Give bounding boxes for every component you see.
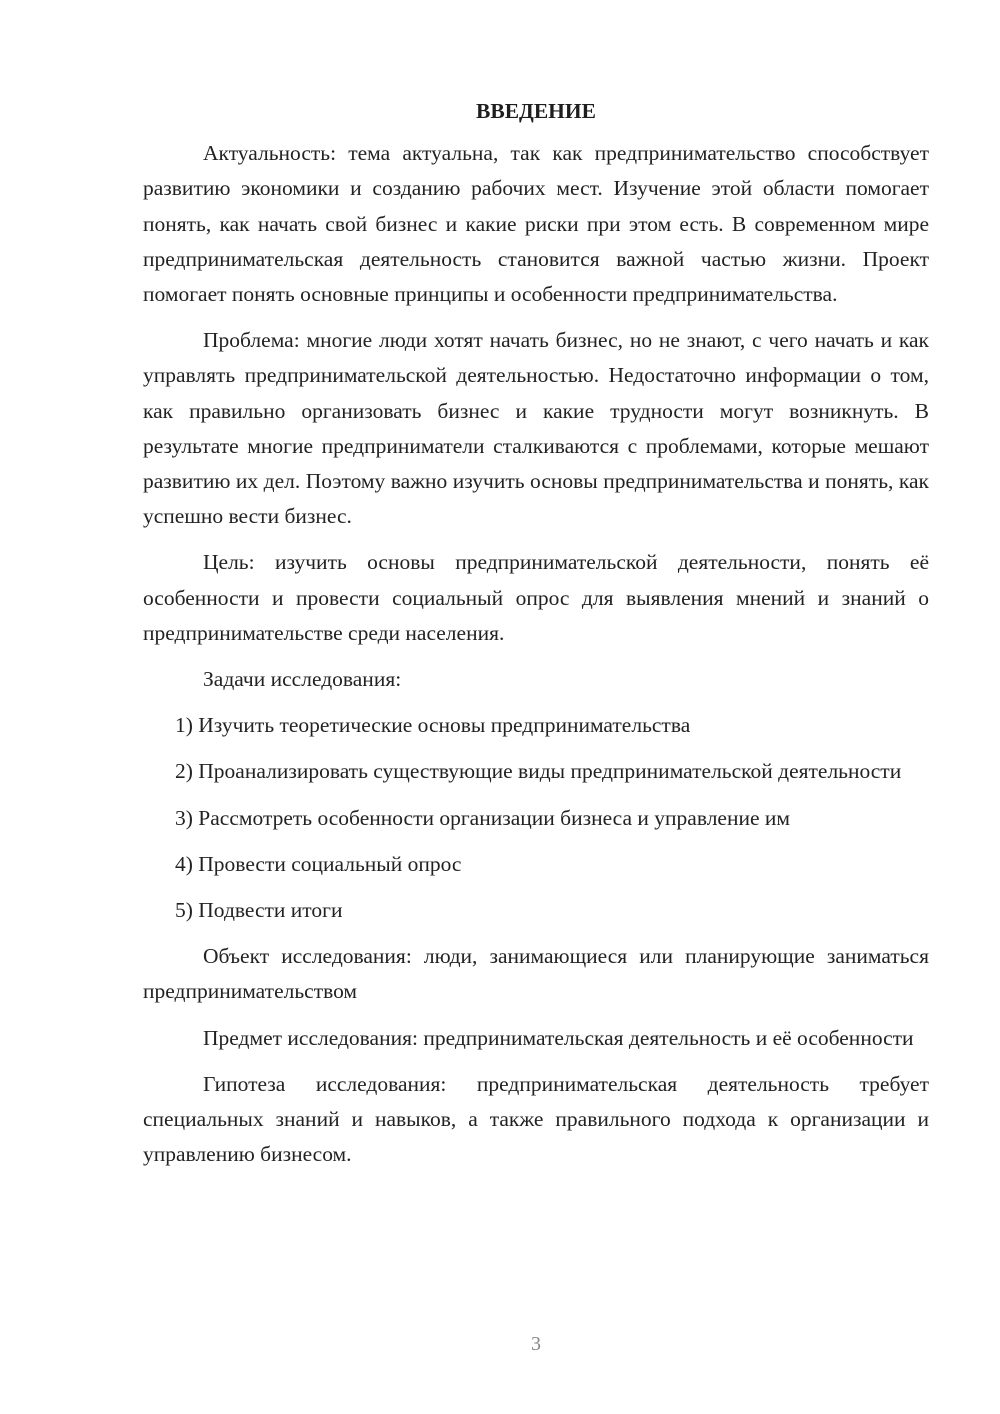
paragraph-object: Объект исследования: люди, занимающиеся или планирующие заниматься предпринимательством xyxy=(143,944,929,1004)
page-number: 3 xyxy=(531,1333,541,1355)
paragraph-relevance: Актуальность: тема актуальна, так как предпринимательство способствует развитию экономики и созданию рабочих мест. Изучение этой области помогает понять, как начать свой бизнес и какие риски при этом есть. В современном мире предпринимательская деятельность становится важной частью жизни. Проект помогает понять основные принципы и особенности предпринимательства. xyxy=(143,141,929,307)
paragraph-problem: Проблема: многие люди хотят начать бизнес, но не знают, с чего начать и как управлять предпринимательской деятельностью. Недостаточно информации о том, как правильно организовать бизнес и какие трудности могут возникнуть. В результате многие предприниматели сталкиваются с проблемами, которые мешают развитию их дел. Поэтому важно изучить основы предпринимательства и понять, как успешно вести бизнес. xyxy=(143,328,929,529)
paragraph-tasks-heading: Задачи исследования: xyxy=(203,667,402,692)
page-content xyxy=(143,94,929,1183)
task-item-1: 1) Изучить теоретические основы предпринимательства xyxy=(175,713,691,738)
paragraph-subject: Предмет исследования: предпринимательская деятельность и её особенности xyxy=(203,1025,914,1050)
paragraph-goal: Цель: изучить основы предпринимательской деятельности, понять её особенности и провести социальный опрос для выявления мнений и знаний о предпринимательстве среди населения. xyxy=(143,550,929,645)
paragraph-hypothesis: Гипотеза исследования: предпринимательская деятельность требует специальных знаний и навыков, а также правильного подхода к организации и управлению бизнесом. xyxy=(143,1071,929,1167)
task-item-3: 3) Рассмотреть особенности организации бизнеса и управление им xyxy=(175,805,791,830)
task-item-5: 5) Подвести итоги xyxy=(175,898,343,923)
section-title: ВВЕДЕНИЕ xyxy=(476,99,596,123)
task-item-2: 2) Проанализировать существующие виды предпринимательской деятельности xyxy=(175,759,902,784)
task-item-4: 4) Провести социальный опрос xyxy=(175,851,462,876)
